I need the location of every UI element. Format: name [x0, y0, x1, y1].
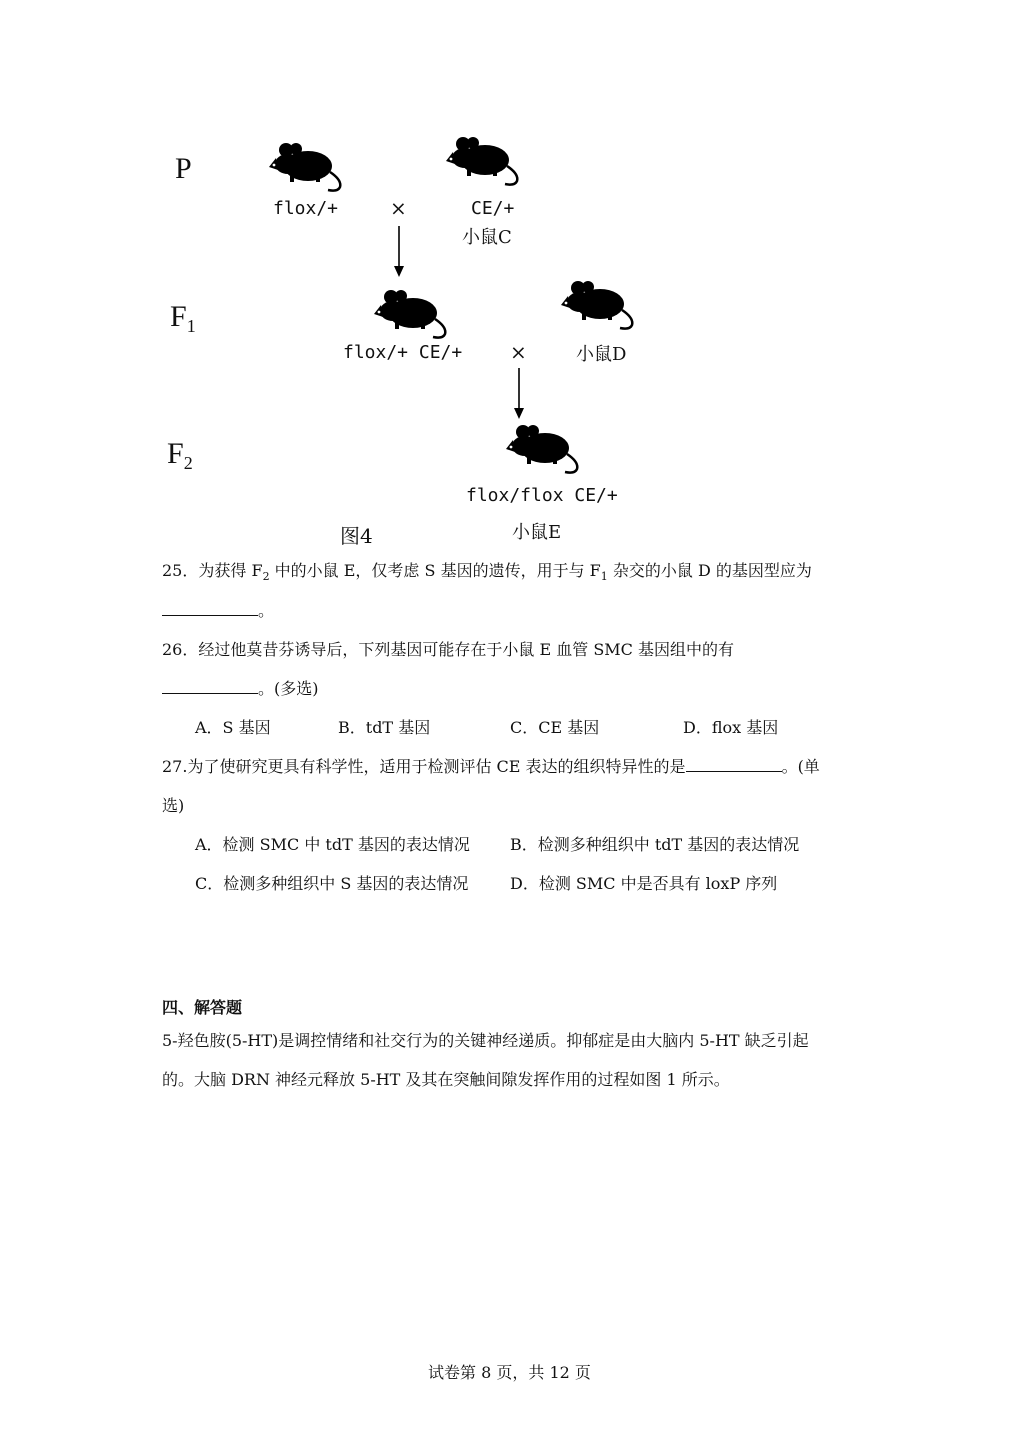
question-25: 25．为获得 $F_2$ 中的小鼠 E，仅考虑 S 基因的遗传，用于与 $F_1$ 杂交的小鼠 D 的基因型应为	[162, 561, 812, 583]
f1-cross-symbol: ×	[510, 340, 527, 364]
question-27-option-d[interactable]: D．检测 SMC 中是否具有 loxP 序列	[510, 874, 778, 893]
question-26: 26．经过他莫昔芬诱导后，下列基因可能存在于小鼠 E 血管 SMC 基因组中的有	[162, 640, 734, 659]
answer-blank[interactable]	[162, 677, 258, 694]
figure-caption: 图4	[340, 524, 373, 548]
question-27-option-c[interactable]: C．检测多种组织中 S 基因的表达情况	[195, 874, 469, 893]
question-26-option-c[interactable]: C．CE 基因	[510, 718, 600, 737]
question-26-option-d[interactable]: D．flox 基因	[683, 718, 779, 737]
arrow-down-icon	[392, 226, 406, 278]
question-26-answer-line: 。(多选)	[162, 676, 319, 699]
section-paragraph-line2: 的。大脑 DRN 神经元释放 5-HT 及其在突触间隙发挥作用的过程如图 1 所示。	[162, 1070, 730, 1089]
mouse-d-label: 小鼠D	[576, 344, 627, 365]
mouse-c-label: 小鼠C	[462, 227, 512, 248]
question-27-option-a[interactable]: A．检测 SMC 中 tdT 基因的表达情况	[195, 835, 470, 854]
generation-f1-label: $F_1$	[170, 300, 196, 336]
question-26-option-a[interactable]: A．S 基因	[195, 718, 271, 737]
section-paragraph-line1: 5-羟色胺(5-HT)是调控情绪和社交行为的关键神经递质。抑郁症是由大脑内 5-HT 缺乏引起	[162, 1031, 809, 1050]
p-left-genotype: flox/+	[273, 198, 339, 219]
mouse-icon	[560, 276, 640, 331]
mouse-icon	[373, 285, 453, 340]
page-footer: 试卷第 8 页，共 12 页	[428, 1363, 591, 1382]
mouse-icon	[445, 132, 525, 187]
answer-blank[interactable]	[686, 755, 782, 772]
p-cross-symbol: ×	[390, 196, 407, 220]
section-heading: 四、解答题	[162, 998, 243, 1017]
question-25-answer-line: 。	[162, 598, 274, 621]
p-right-genotype: CE/+	[471, 198, 515, 219]
generation-f2-label: $F_2$	[167, 437, 193, 473]
question-27-option-b[interactable]: B．检测多种组织中 tdT 基因的表达情况	[510, 835, 800, 854]
arrow-down-icon	[512, 368, 526, 420]
question-27: 27.为了使研究更具有科学性，适用于检测评估 CE 表达的组织特异性的是 。(单	[162, 757, 820, 776]
mouse-icon	[268, 138, 348, 193]
mouse-e-label: 小鼠E	[512, 522, 562, 543]
question-26-option-b[interactable]: B．tdT 基因	[338, 718, 431, 737]
answer-blank[interactable]	[162, 599, 258, 616]
f2-genotype: flox/flox CE/+	[466, 485, 618, 506]
generation-p-label: P	[175, 152, 192, 185]
f1-left-genotype: flox/+ CE/+	[343, 342, 463, 363]
question-27-line2: 选)	[162, 796, 185, 815]
mouse-icon	[505, 420, 585, 475]
